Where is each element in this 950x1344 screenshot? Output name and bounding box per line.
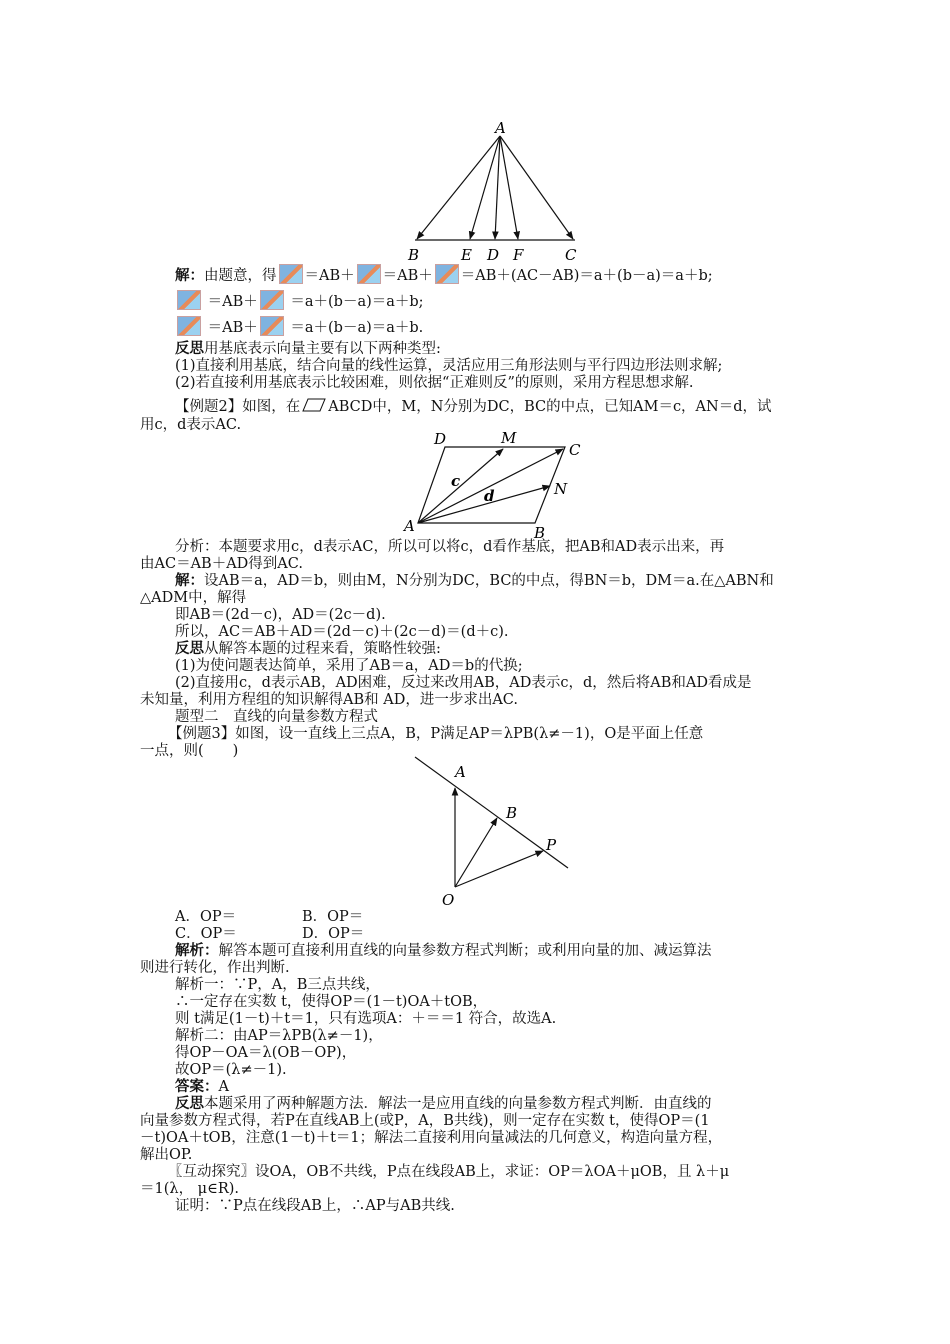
reflect2-item1: (1)为使问题表达简单，采用了AB＝a，AD＝b的代换; (175, 658, 523, 674)
section-type2: 题型二 直线的向量参数方程式 (175, 709, 378, 725)
fig2-label-D: D (434, 430, 447, 448)
explore-line1: 〖互动探究〗设OA，OB不共线，P点在线段AB上，求证：OP＝λOA＋μOB，且 λ＋μ (168, 1164, 730, 1180)
reflect2-title (175, 640, 441, 658)
ex3-line1: 【例题3】如图，设一直线上三点A，B，P满足AP＝λPB(λ≠－1)，O是平面上任意 (168, 726, 704, 742)
sol1-line2 (175, 290, 424, 311)
sol1-text-c: ＝AB＋ (382, 268, 433, 284)
answer-value: A (218, 1079, 229, 1095)
choice-d: D．OP＝ (302, 926, 365, 942)
sol3-m2: ∴一定存在实数 t，使得OP＝(1－t)OA＋tOB， (175, 994, 488, 1010)
sol2-line1 (175, 572, 774, 590)
sol1-text-a: 由题意，得 (204, 268, 277, 284)
reflect3-line4: 解出OP. (140, 1147, 193, 1163)
ex2-line1 (175, 398, 772, 416)
sol2-line1-text: 设AB＝a，AD＝b，则由M，N分别为DC，BC的中点，得BN＝b，DM＝a.在△ABN和 (204, 573, 774, 589)
explore-line2: ＝1(λ， μ∈R). (140, 1181, 240, 1197)
choice-row-1 (175, 908, 236, 926)
sol3-m3: 则 t满足(1－t)＋t＝1，只有选项A：＋＝＝1 符合，故选A. (175, 1011, 557, 1027)
answer-head: 答案： (175, 1078, 219, 1095)
image-placeholder-icon (177, 316, 201, 336)
reflect1-item1: (1)直接利用基底，结合向量的线性运算，灵活应用三角形法则与平行四边形法则求解; (175, 358, 723, 374)
ex2-line2: 用c，d表示AC. (140, 417, 242, 433)
figure-parallelogram (400, 430, 590, 540)
fig3-label-A: A (455, 763, 466, 781)
image-placeholder-icon (177, 290, 201, 310)
fig3-label-B: B (506, 804, 518, 822)
parallelogram-icon (302, 398, 326, 412)
fig2-label-M: M (501, 430, 517, 447)
fig1-label-B: B (408, 246, 420, 264)
sol1-line2-a: ＝AB＋ (207, 294, 258, 310)
reflect1-text: 用基底表示向量主要有以下两种类型: (204, 341, 441, 357)
sol1-line2-b: ＝a＋(b－a)＝a＋b; (290, 294, 424, 310)
fig2-label-d: d (484, 487, 495, 505)
image-placeholder-icon (279, 264, 303, 284)
ex2-line1-b: ABCD中，M，N分别为DC，BC的中点，已知AM＝c，AN＝d，试 (328, 399, 772, 415)
sol1-text-b: ＝AB＋ (304, 268, 355, 284)
sol1-text-d: ＝AB＋(AC－AB)＝a＋(b－a)＝a＋b; (460, 268, 713, 284)
fig1-label-C: C (565, 246, 577, 264)
sol1-head: 解： (175, 267, 204, 284)
fig3-label-P: P (546, 836, 557, 854)
figure-triangle-vectors (395, 118, 595, 268)
reflect3-line3: －t)OA＋tOB，注意(1－t)＋t＝1；解法二直接利用向量减法的几何意义，构造向量方程， (140, 1130, 723, 1146)
fig1-label-A: A (495, 119, 506, 137)
figure-line-points (410, 752, 580, 912)
sol3-m5: 得OP－OA＝λ(OB－OP)， (175, 1045, 357, 1061)
sol3-m6: 故OP＝(λ≠－1). (175, 1062, 287, 1078)
sol1-line3-b: ＝a＋(b－a)＝a＋b. (290, 320, 424, 336)
sol3-m1: 解析一：∵P，A，B三点共线， (175, 977, 380, 993)
sol2-head: 解： (175, 572, 204, 589)
sol3-line2: 则进行转化，作出判断. (140, 960, 290, 976)
sol2-line3: 即AB＝(2d－c)，AD＝(2c－d). (175, 607, 386, 623)
fig2-label-B: B (534, 524, 546, 540)
image-placeholder-icon (260, 316, 284, 336)
reflect1-item2: (2)若直接利用基底表示比较困难，则依据“正难则反”的原则，采用方程思想求解. (175, 375, 694, 391)
fig1-label-D: D (487, 246, 500, 264)
reflect3-line1 (175, 1095, 712, 1113)
sol3-answer (175, 1078, 229, 1096)
sol1-line3 (175, 316, 423, 337)
sol3-line1 (175, 942, 712, 960)
fig2-label-N: N (554, 480, 568, 498)
image-placeholder-icon (260, 290, 284, 310)
sol3-head: 解析： (175, 942, 219, 959)
sol1-line3-a: ＝AB＋ (207, 320, 258, 336)
reflect3-line1-text: 本题采用了两种解题方法．解法一是应用直线的向量参数方程式判断．由直线的 (204, 1096, 712, 1112)
sol2-line4: 所以，AC＝AB＋AD＝(2d－c)＋(2c－d)＝(d＋c). (175, 624, 509, 640)
fig3-label-O: O (442, 891, 455, 909)
sol3-line1-text: 解答本题可直接利用直线的向量参数方程式判断；或利用向量的加、减运算法 (218, 943, 712, 959)
reflect2-head: 反思 (175, 640, 204, 657)
reflect1-head: 反思 (175, 340, 204, 357)
reflect3-line2: 向量参数方程式得，若P在直线AB上(或P，A，B共线)，则一定存在实数 t，使得OP＝(1 (140, 1113, 710, 1129)
fig2-label-c: c (451, 472, 461, 490)
explore-line3: 证明：∵P点在线段AB上，∴AP与AB共线. (175, 1198, 455, 1214)
reflect1-title (175, 340, 441, 358)
reflect3-head: 反思 (175, 1095, 204, 1112)
reflect2-text: 从解答本题的过程来看，策略性较强: (204, 641, 441, 657)
ana2-line1: 分析：本题要求用c，d表示AC，所以可以将c，d看作基底，把AB和AD表示出来，再 (175, 539, 725, 555)
ex3-line2: 一点，则( ) (140, 743, 239, 759)
image-placeholder-icon (357, 264, 381, 284)
fig2-label-A: A (404, 517, 415, 535)
fig1-label-F: F (513, 246, 524, 264)
sol1-line1 (175, 264, 713, 285)
fig1-label-E: E (461, 246, 472, 264)
choice-a: A．OP＝ (175, 909, 237, 925)
choice-b: B．OP＝ (302, 909, 364, 925)
ana2-line2: 由AC＝AB＋AD得到AC. (140, 556, 303, 572)
reflect2-item2a: (2)直接用c，d表示AB，AD困难，反过来改用AB，AD表示c，d，然后将AB和AD看成是 (175, 675, 752, 691)
sol3-m4: 解析二：由AP＝λPB(λ≠－1)， (175, 1028, 383, 1044)
reflect2-item2b: 未知量，利用方程组的知识解得AB和 AD，进一步求出AC. (140, 692, 518, 708)
image-placeholder-icon (435, 264, 459, 284)
choice-c: C．OP＝ (175, 926, 237, 942)
sol2-line2: △ADM中，解得 (140, 590, 247, 606)
ex2-line1-a: 【例题2】如图，在 (175, 399, 301, 415)
fig2-label-C: C (569, 441, 581, 459)
